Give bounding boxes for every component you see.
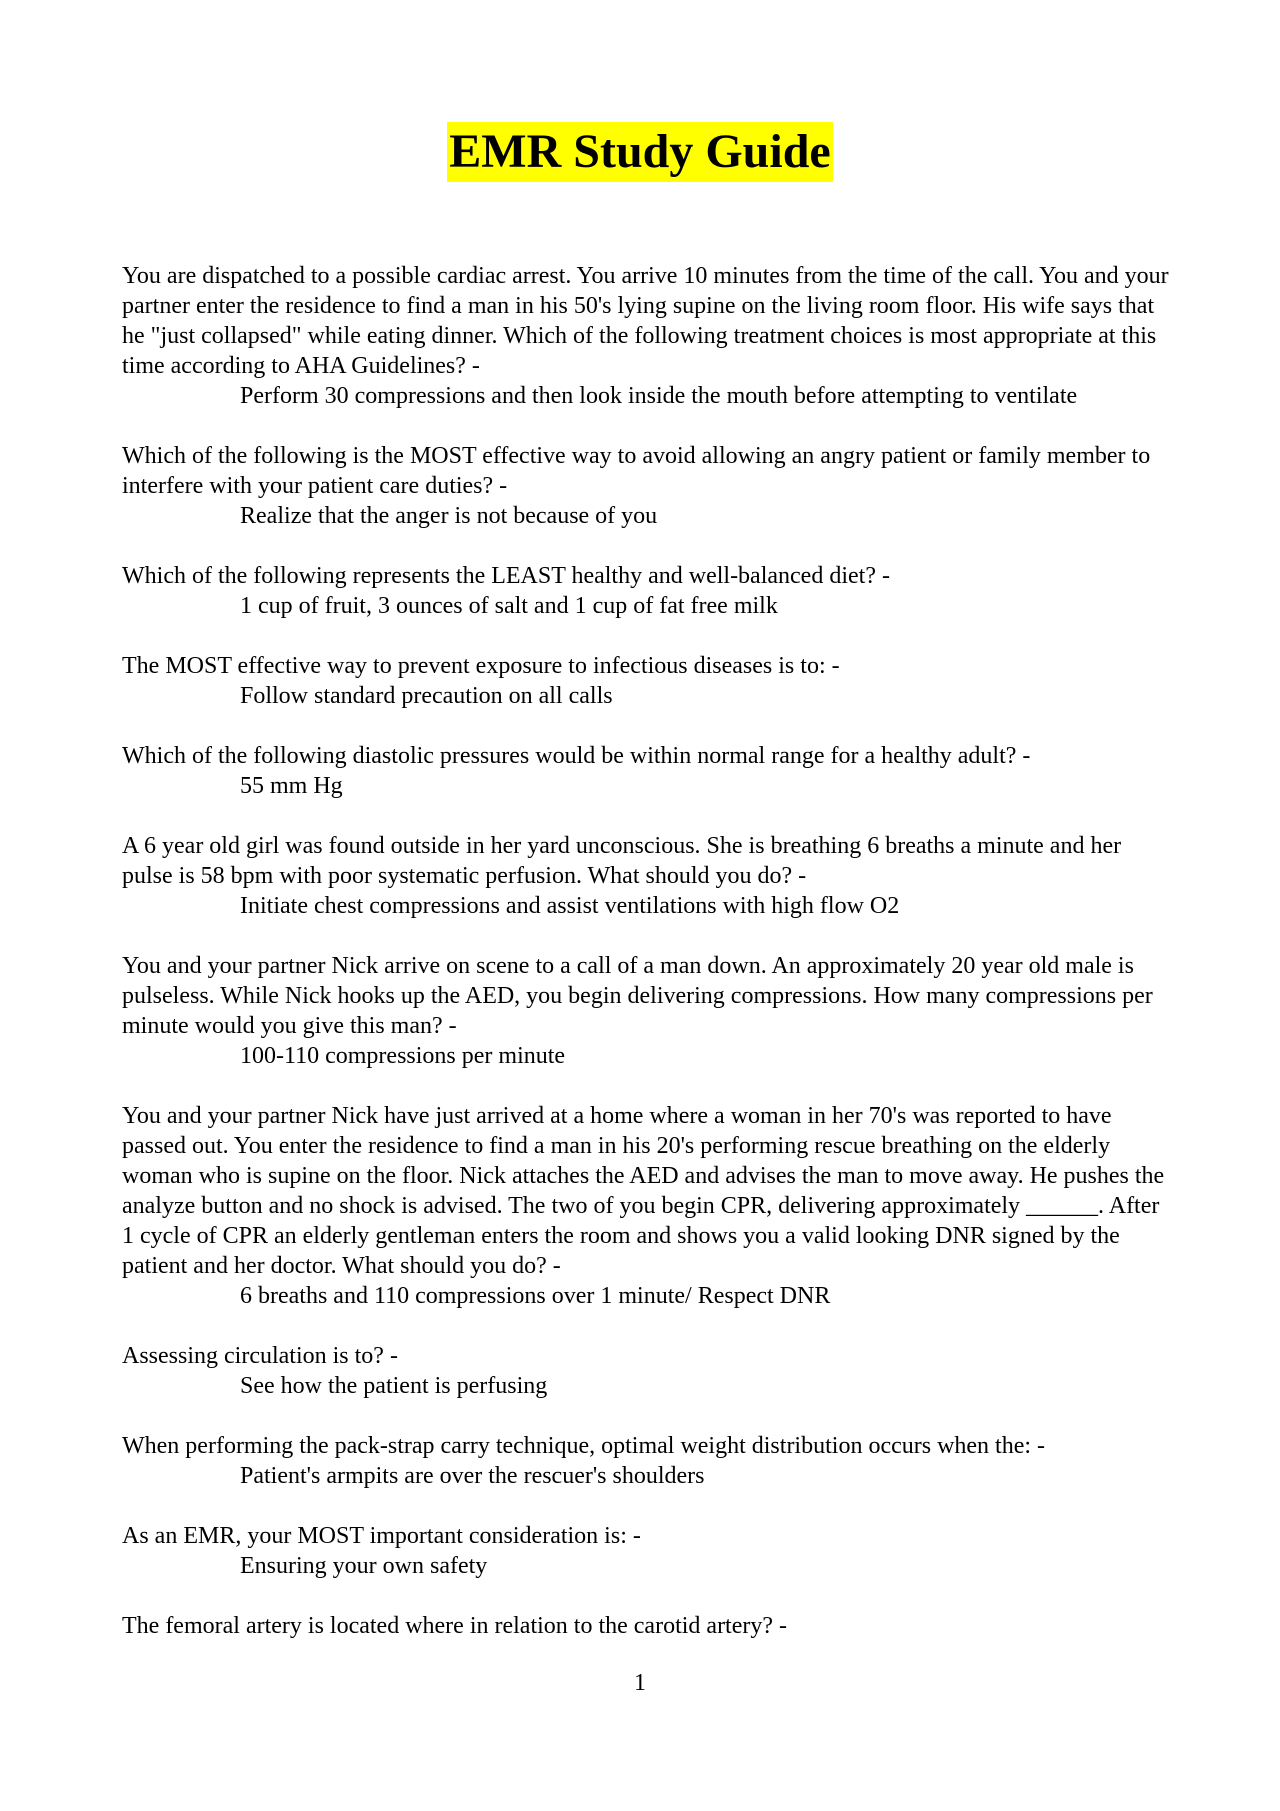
question-text: The femoral artery is located where in relation to the carotid artery? - xyxy=(122,1613,788,1639)
qa-item xyxy=(122,1521,1172,1581)
answer-text: 1 cup of fruit, 3 ounces of salt and 1 cup of fat free milk xyxy=(240,593,778,619)
qa-item xyxy=(122,441,1172,531)
page-title: EMR Study Guide xyxy=(447,122,832,182)
answer-text: Patient's armpits are over the rescuer's shoulders xyxy=(240,1463,705,1489)
question-text: You and your partner Nick arrive on scene to a call of a man down. An approximately 20 year old male is pulseless. While Nick hooks up the AED, you begin delivering compressions. How many compressions per minute would you give this man? - xyxy=(122,953,1153,1039)
qa-item xyxy=(122,831,1172,921)
question-text: The MOST effective way to prevent exposure to infectious diseases is to: - xyxy=(122,653,840,679)
answer-text: 6 breaths and 110 compressions over 1 minute/ Respect DNR xyxy=(240,1283,831,1309)
question-text: Assessing circulation is to? - xyxy=(122,1343,398,1369)
answer-text: 100-110 compressions per minute xyxy=(240,1043,566,1069)
question-text: A 6 year old girl was found outside in her yard unconscious. She is breathing 6 breaths a minute and her pulse is 58 bpm with poor systematic perfusion. What should you do? - xyxy=(122,833,1122,889)
study-guide-content xyxy=(122,261,1172,1671)
qa-item xyxy=(122,261,1172,411)
question-text: Which of the following diastolic pressures would be within normal range for a healthy adult? - xyxy=(122,743,1031,769)
qa-item xyxy=(122,1431,1172,1491)
question-text: Which of the following is the MOST effective way to avoid allowing an angry patient or family member to interfere with your patient care duties? - xyxy=(122,443,1151,499)
qa-item xyxy=(122,1101,1172,1311)
title-container xyxy=(0,122,1280,182)
qa-item xyxy=(122,741,1172,801)
answer-text: Realize that the anger is not because of you xyxy=(240,503,658,529)
qa-item xyxy=(122,1341,1172,1401)
question-text: Which of the following represents the LEAST healthy and well-balanced diet? - xyxy=(122,563,890,589)
question-text: When performing the pack-strap carry technique, optimal weight distribution occurs when the: - xyxy=(122,1433,1046,1459)
question-text: You are dispatched to a possible cardiac arrest. You arrive 10 minutes from the time of the call. You and your partner enter the residence to find a man in his 50's lying supine on the living room floor. His wife says that he "just collapsed" while eating dinner. Which of the following treatment choices is most appropriate at this time according to AHA Guidelines? - xyxy=(122,263,1169,379)
question-text: As an EMR, your MOST important consideration is: - xyxy=(122,1523,641,1549)
answer-text: 55 mm Hg xyxy=(240,773,343,799)
answer-text: Perform 30 compressions and then look inside the mouth before attempting to ventilate xyxy=(240,383,1078,409)
answer-text: Ensuring your own safety xyxy=(240,1553,488,1579)
qa-item xyxy=(122,561,1172,621)
qa-item xyxy=(122,951,1172,1071)
answer-text: Follow standard precaution on all calls xyxy=(240,683,613,709)
answer-text: See how the patient is perfusing xyxy=(240,1373,548,1399)
page-number: 1 xyxy=(634,1670,646,1696)
answer-text: Initiate chest compressions and assist ventilations with high flow O2 xyxy=(240,893,900,919)
qa-item xyxy=(122,1611,1172,1641)
qa-item xyxy=(122,651,1172,711)
question-text: You and your partner Nick have just arrived at a home where a woman in her 70's was reported to have passed out. You enter the residence to find a man in his 20's performing rescue breathing on the elderly woman who is supine on the floor. Nick attaches the AED and advises the man to move away. He pushes the analyze button and no shock is advised. The two of you begin CPR, delivering approximately ______. After 1 cycle of CPR an elderly gentleman enters the room and shows you a valid looking DNR signed by the patient and her doctor. What should you do? - xyxy=(122,1103,1165,1279)
